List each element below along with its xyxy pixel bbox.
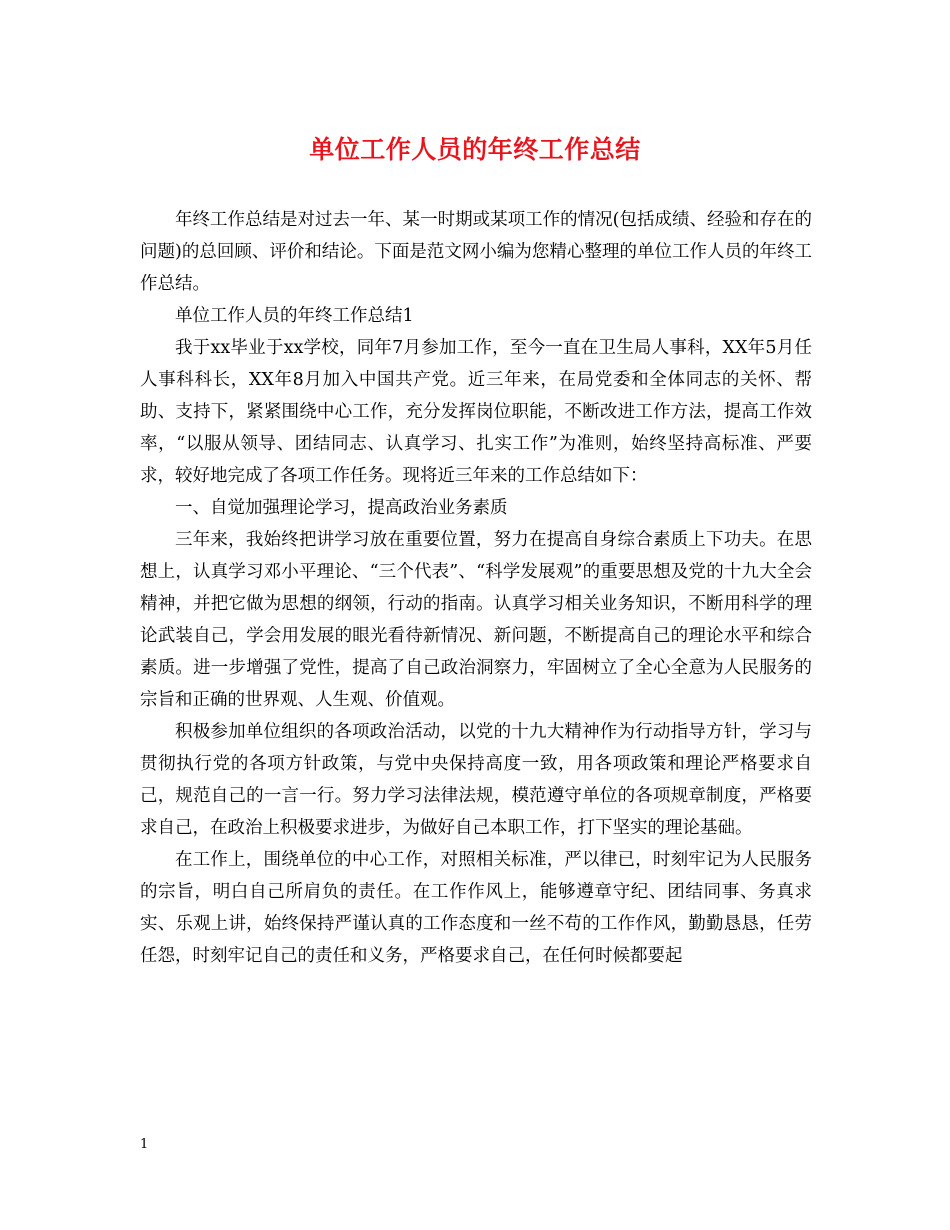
section-heading: 单位工作人员的年终工作总结1 xyxy=(175,306,414,326)
document-title: 单位工作人员的年终工作总结 xyxy=(309,135,641,164)
document-body xyxy=(140,204,812,972)
body-paragraph: 积极参加单位组织的各项政治活动，以党的十九大精神作为行动指导方针，学习与贯彻执行党的各项方针政策，与党中央保持高度一致，用各项政策和理论严格要求自己，规范自己的一言一行。努力学习法律法规，模范遵守单位的各项规章制度，严格要求自己，在政治上积极要求进步，为做好自己本职工作，打下坚实的理论基础。 xyxy=(140,722,812,838)
intro-paragraph: 年终工作总结是对过去一年、某一时期或某项工作的情况(包括成绩、经验和存在的问题)的总回顾、评价和结论。下面是范文网小编为您精心整理的单位工作人员的年终工作总结。 xyxy=(140,210,812,294)
page-number: 1 xyxy=(140,1137,149,1152)
body-paragraph: 在工作上，围绕单位的中心工作，对照相关标准，严以律已，时刻牢记为人民服务的宗旨，明白自己所肩负的责任。在工作作风上，能够遵章守纪、团结同事、务真求实、乐观上讲，始终保持严谨认真的工作态度和一丝不苟的工作作风，勤勤恳恳，任劳任怨，时刻牢记自己的责任和义务，严格要求自己，在任何时候都要起 xyxy=(140,850,812,966)
body-paragraph: 我于xx毕业于xx学校，同年7月参加工作，至今一直在卫生局人事科，XX年5月任人事科科长，XX年8月加入中国共产党。近三年来，在局党委和全体同志的关怀、帮助、支持下，紧紧围绕中心工作，充分发挥岗位职能，不断改进工作方法，提高工作效率，“以服从领导、团结同志、认真学习、扎实工作”为准则，始终坚持高标准、严要求，较好地完成了各项工作任务。现将近三年来的工作总结如下： xyxy=(140,338,812,486)
subsection-heading: 一、自觉加强理论学习，提高政治业务素质 xyxy=(175,498,508,518)
body-paragraph: 三年来，我始终把讲学习放在重要位置，努力在提高自身综合素质上下功夫。在思想上，认真学习邓小平理论、“三个代表”、“科学发展观”的重要思想及党的十九大全会精神，并把它做为思想的纲领，行动的指南。认真学习相关业务知识，不断用科学的理论武装自己，学会用发展的眼光看待新情况、新问题，不断提高自己的理论水平和综合素质。进一步增强了党性，提高了自己政治洞察力，牢固树立了全心全意为人民服务的宗旨和正确的世界观、人生观、价值观。 xyxy=(140,530,812,710)
